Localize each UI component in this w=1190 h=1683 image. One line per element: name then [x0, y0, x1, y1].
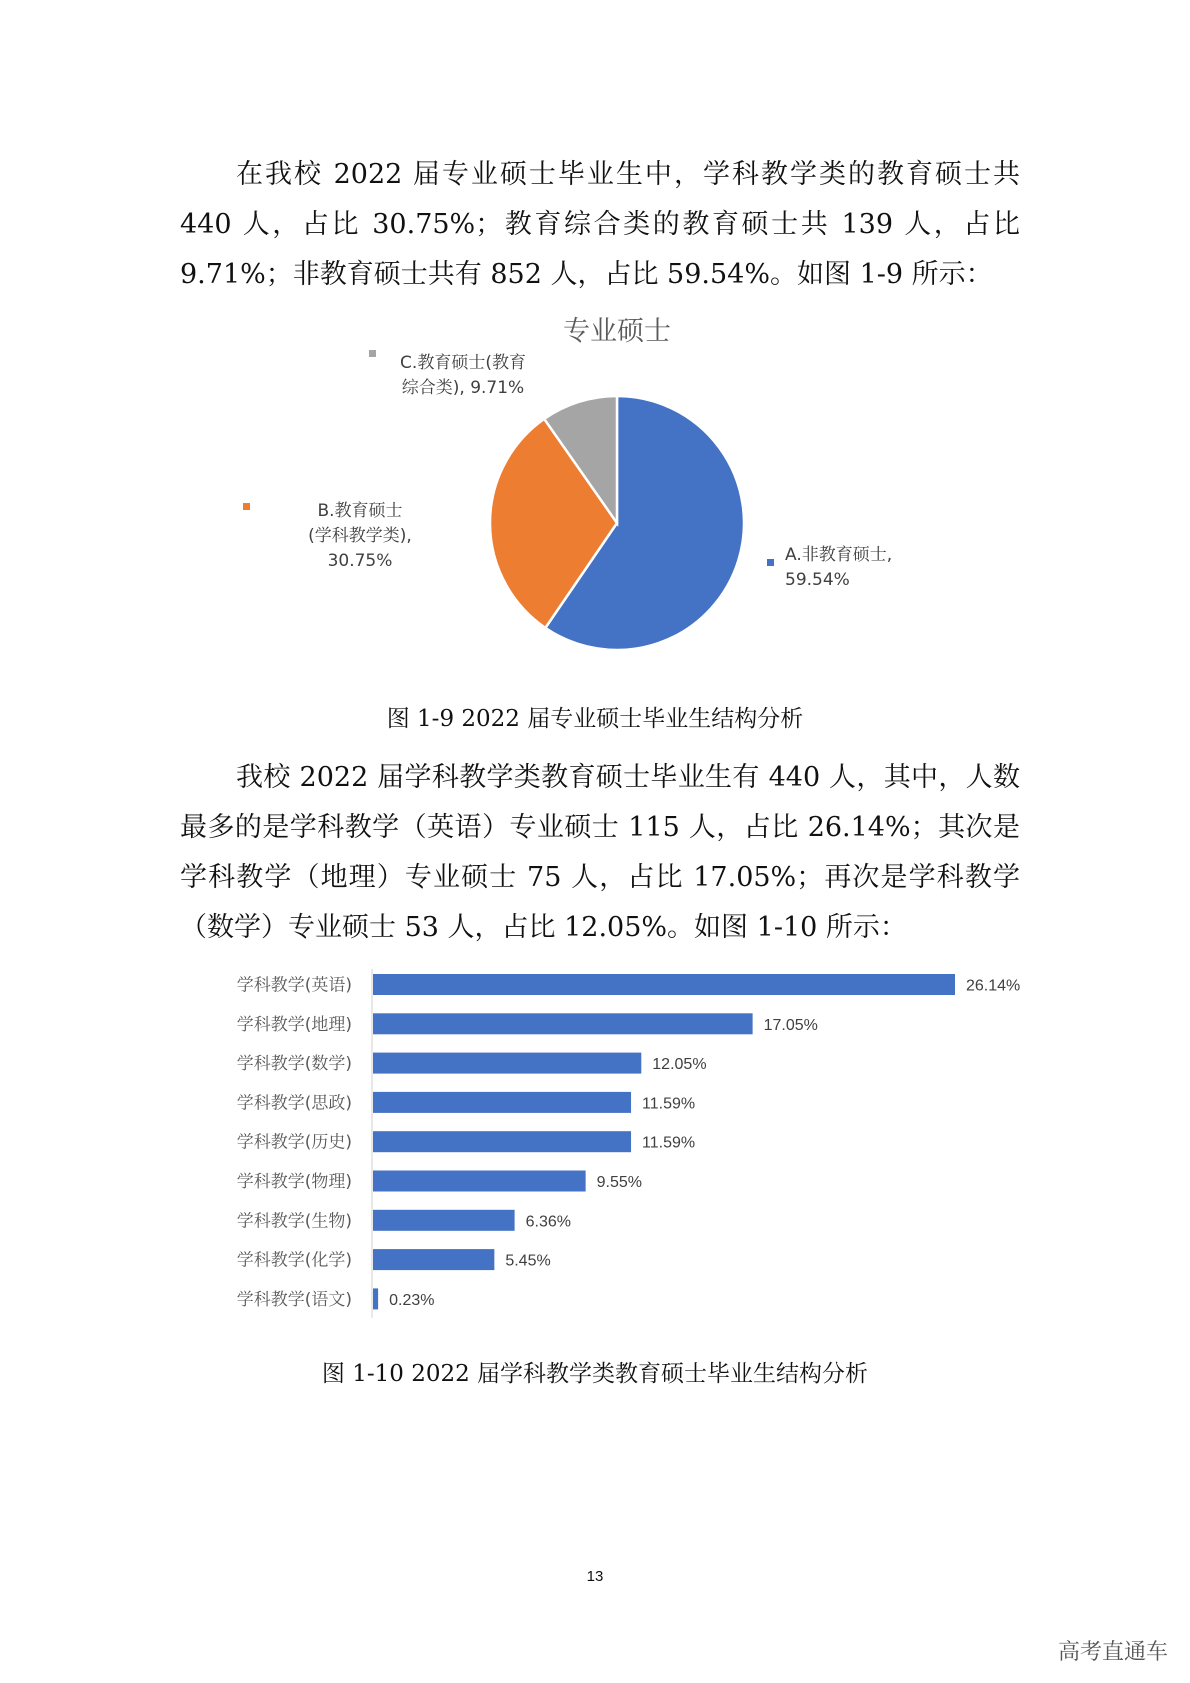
bar-data-label: 5.45%	[505, 1252, 551, 1270]
bar	[373, 974, 955, 995]
bar-data-label: 9.55%	[596, 1174, 643, 1191]
bar-data-label: 11.59%	[642, 1095, 696, 1113]
bar-category-label: 学科教学(思政)	[236, 1093, 352, 1114]
bar	[373, 1131, 631, 1152]
paragraph-1: 在我校 2022 届专业硕士毕业生中，学科教学类的教育硕士共 440 人，占比 30.75%；教育综合类的教育硕士共 139 人，占比 9.71%；非教育硕士共有 852 人，占比 59.54%。如图 1-9 所示：	[180, 159, 1020, 290]
pie-slice-label: C.教育硕士(教育综合类), 9.71%	[400, 353, 526, 398]
bar	[373, 1288, 378, 1309]
legend-marker	[369, 350, 376, 357]
pie-chart-title: 专业硕士	[563, 316, 671, 347]
bar-category-label: 学科教学(物理)	[236, 1172, 352, 1192]
legend-marker	[243, 503, 250, 510]
bar	[373, 1171, 586, 1192]
bar-category-label: 学科教学(历史)	[236, 1132, 352, 1153]
bar-chart	[0, 970, 1190, 1330]
bar-data-label: 6.36%	[525, 1213, 571, 1231]
bar-data-label: 17.05%	[763, 1016, 818, 1034]
bar	[373, 1210, 515, 1231]
bar-category-label: 学科教学(地理)	[236, 1014, 352, 1035]
bar-data-label: 0.23%	[389, 1291, 435, 1309]
figure-caption-1-9: 图 1-9 2022 届专业硕士毕业生结构分析	[386, 706, 804, 732]
bar-category-label: 学科教学(化学)	[236, 1250, 352, 1271]
pie-chart	[0, 310, 1190, 680]
bar-data-label: 12.05%	[652, 1056, 707, 1074]
watermark: 高考直通车	[1057, 1640, 1168, 1665]
bar-data-label: 26.14%	[966, 977, 1021, 995]
figure-caption-1-10: 图 1-10 2022 届学科教学类教育硕士毕业生结构分析	[321, 1361, 869, 1387]
bar-category-label: 学科教学(数学)	[236, 1054, 352, 1075]
pie-slice-label: A.非教育硕士, 59.54%	[785, 545, 893, 590]
legend-marker	[767, 559, 774, 566]
bar	[373, 1249, 494, 1270]
bar-category-label: 学科教学(生物)	[236, 1211, 352, 1232]
bar	[373, 1053, 641, 1074]
bar	[373, 1092, 631, 1113]
pie-slice-label: B.教育硕士(学科教学类), 30.75%	[308, 501, 412, 571]
paragraph-2: 我校 2022 届学科教学类教育硕士毕业生有 440 人，其中，人数最多的是学科教学（英语）专业硕士 115 人，占比 26.14%；其次是学科教学（地理）专业硕士 75 人，占比 17.05%；再次是学科教学（数学）专业硕士 53 人，占比 12.05%。如图 1-10 所示：	[180, 762, 1020, 943]
bar-category-label: 学科教学(英语)	[236, 975, 352, 996]
bar	[373, 1013, 753, 1034]
bar-data-label: 11.59%	[642, 1134, 696, 1152]
page-number: 13	[586, 1568, 604, 1585]
bar-category-label: 学科教学(语文)	[236, 1289, 352, 1310]
